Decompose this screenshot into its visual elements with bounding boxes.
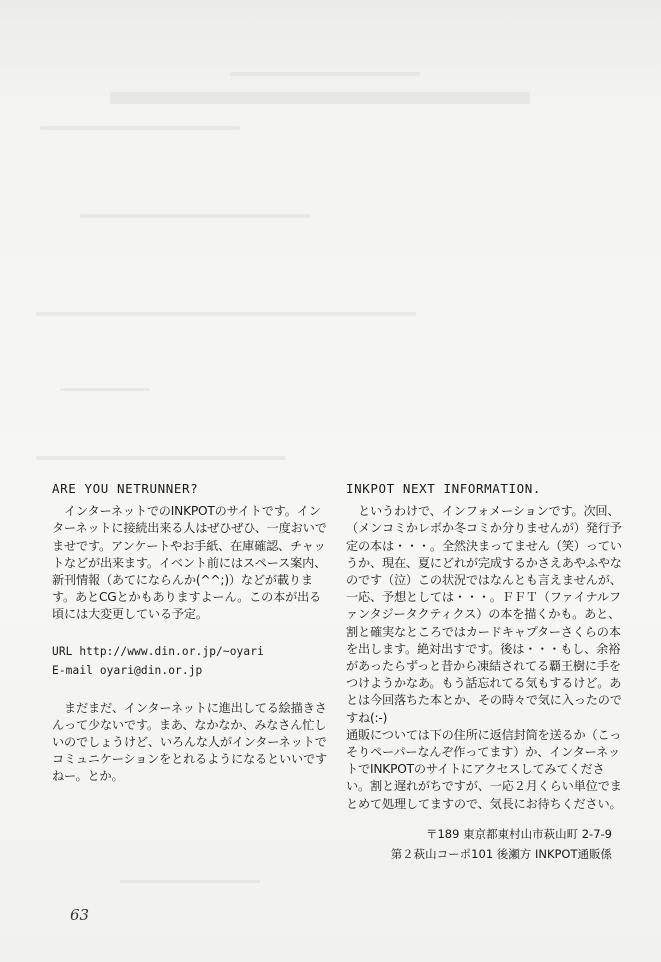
next-information-heading: INKPOT NEXT INFORMATION. [346,481,542,496]
bleed-through-mark [60,388,150,391]
address-line-2: 第２萩山コーポ101 後瀬方 INKPOT通販係 [390,846,612,861]
mail-order-address [346,825,612,864]
netrunner-section [52,480,332,786]
bleed-through-mark [36,456,286,460]
email-line: E-mail oyari@din.or.jp [52,663,203,677]
website-intro-paragraph: インターネットでのINKPOTのサイトです。インターネットに接続出来る人はぜひぜひ、一度おいでませです。アンケートやお手紙、在庫確認、チャットなどが出来ます。イベント前にはスペース案内、新刊情報（あてにならんか(^^;)）などが載ります。あとCGとかもありますよーん。この本が出る頃には大変更している予定。 [52,504,327,622]
mail-order-paragraph: 通販については下の住所に返信封筒を送るか（こっそりペーパーなんぞ作ってます）か、インターネットでINKPOTのサイトにアクセスしてみてください。割と遅れがちですが、一応２月くらい単位でまとめて処理してますので、気長にお待ちください。 [346,727,622,811]
page-number: 63 [70,906,90,924]
url-line: URL http://www.din.or.jp/~oyari [52,644,264,658]
information-paragraph: というわけで、インフォメーションです。次回、（メンコミかレボか冬コミか分りませんが）発行予定の本は・・・。全然決まってません（笑）っていうか、現在、夏にどれが完成するかさえあやふやなのです（泣）この状況ではなんとも言えませんが、一応、予想としては・・・。ＦＦＴ（ファイナルファンタジータクティクス）の本を描くかも。あと、割と確実なところではカードキャプターさくらの本を出します。絶対出すです。後は・・・もし、余裕があったらずっと昔から凍結されてる覇王樹に手をつけようかなあ。もう話忘れてる気もするけど。あとは今回落ちた本とか、その時々で気に入ったのですね(:-) [346,504,622,725]
netrunner-heading: ARE YOU NETRUNNER? [52,481,199,496]
next-information-section [346,480,628,813]
bleed-through-mark [120,880,260,883]
contact-links [52,642,332,680]
bleed-through-mark [40,126,240,130]
closing-paragraph: まだまだ、インターネットに進出してる絵描きさんって少ないです。まあ、なかなか、みなさん忙しいのでしょうけど、いろんな人がインターネットでコミュニケーションをとれるようになるといいですねー。とか。 [52,700,327,784]
bleed-through-mark [80,214,310,218]
bleed-through-mark [36,312,416,316]
bleed-through-mark [230,72,420,76]
address-line-1: 〒189 東京都東村山市萩山町 2-7-9 [425,827,612,841]
bleed-through-mark [110,92,530,104]
